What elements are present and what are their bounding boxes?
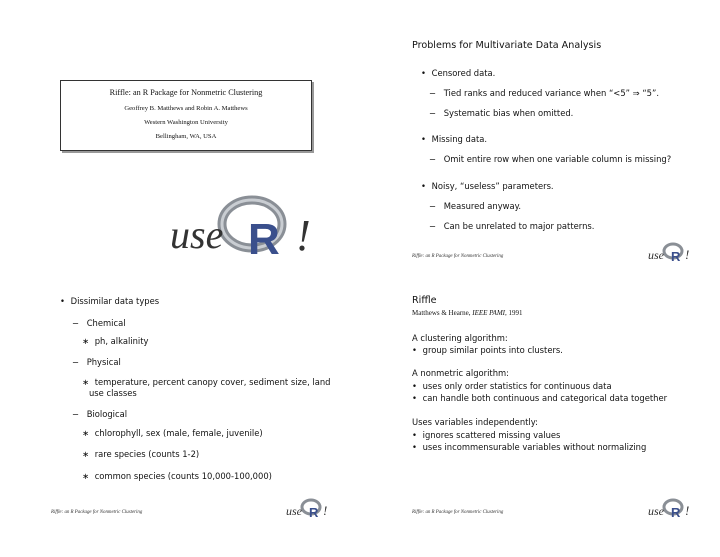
list-item bbox=[412, 430, 560, 440]
list-item-text: ignores scattered missing values bbox=[422, 430, 561, 440]
list-item-text: Tied ranks and reduced variance when “<5” ⇒ “5”. bbox=[443, 88, 659, 98]
bullet-glyph: • bbox=[412, 381, 417, 391]
talk-title: Riffle: an R Package for Nonmetric Clustering bbox=[109, 88, 263, 97]
list-item-text: group similar points into clusters. bbox=[422, 345, 563, 355]
list-subsubitem bbox=[82, 449, 199, 459]
list-item-text: can handle both continuous and categorical data together bbox=[422, 393, 668, 403]
logo-use-text: use bbox=[648, 248, 664, 262]
citation-year: , 1991 bbox=[505, 309, 523, 317]
bullet-glyph: • bbox=[412, 393, 417, 403]
list-subitem bbox=[429, 201, 521, 211]
bullet-glyph: • bbox=[421, 134, 426, 144]
list-subitem bbox=[72, 409, 127, 419]
list-item bbox=[421, 181, 554, 191]
list-item-text: common species (counts 10,000-100,000) bbox=[94, 471, 272, 481]
list-item-text: Physical bbox=[86, 357, 121, 367]
list-item bbox=[412, 345, 563, 355]
svg-text:!: ! bbox=[685, 503, 690, 518]
list-item bbox=[421, 68, 495, 78]
list-subitem bbox=[429, 221, 594, 231]
svg-text:R: R bbox=[671, 249, 681, 264]
slide-footer: Riffle: an R Package for Nonmetric Clustering bbox=[51, 510, 143, 515]
list-item-text: Chemical bbox=[86, 318, 126, 328]
talk-location: Bellingham, WA, USA bbox=[155, 133, 217, 140]
star-glyph: ∗ bbox=[82, 336, 90, 346]
paragraph-heading: A nonmetric algorithm: bbox=[412, 368, 510, 378]
star-glyph: ∗ bbox=[82, 428, 90, 438]
dash-glyph: − bbox=[429, 108, 437, 118]
dash-glyph: − bbox=[429, 221, 437, 231]
user-r-logo-icon bbox=[170, 188, 330, 263]
list-item bbox=[412, 442, 646, 452]
list-subitem bbox=[429, 108, 573, 118]
list-item-text: uses only order statistics for continuous data bbox=[422, 381, 612, 391]
list-item-text: Can be unrelated to major patterns. bbox=[443, 221, 595, 231]
star-glyph: ∗ bbox=[82, 449, 90, 459]
dash-glyph: − bbox=[429, 154, 437, 164]
list-item-text: Noisy, “useless” parameters. bbox=[431, 181, 554, 191]
citation bbox=[412, 309, 523, 317]
slide-heading: Riffle bbox=[412, 295, 437, 306]
bullet-glyph: • bbox=[60, 296, 65, 306]
bullet-glyph: • bbox=[412, 442, 417, 452]
list-item-continuation: use classes bbox=[89, 388, 137, 398]
user-r-logo-icon bbox=[648, 496, 692, 520]
list-item-text: temperature, percent canopy cover, sediment size, land bbox=[94, 377, 331, 387]
slide-footer: Riffle: an R Package for Nonmetric Clustering bbox=[412, 254, 504, 259]
list-item-text: Dissimilar data types bbox=[70, 296, 160, 306]
svg-text:!: ! bbox=[323, 503, 328, 518]
dash-glyph: − bbox=[72, 357, 80, 367]
dash-glyph: − bbox=[429, 201, 437, 211]
paragraph-heading: A clustering algorithm: bbox=[412, 333, 508, 343]
logo-use-text: use bbox=[648, 504, 664, 518]
list-subitem bbox=[429, 88, 659, 98]
bullet-glyph: • bbox=[421, 68, 426, 78]
list-item-text: Censored data. bbox=[431, 68, 496, 78]
paragraph-heading: Uses variables independently: bbox=[412, 417, 538, 427]
list-item bbox=[412, 381, 612, 391]
list-item-text: Measured anyway. bbox=[443, 201, 522, 211]
svg-text:R: R bbox=[309, 505, 319, 520]
list-item bbox=[412, 393, 667, 403]
list-item-text: Systematic bias when omitted. bbox=[443, 108, 574, 118]
list-item bbox=[421, 134, 487, 144]
dash-glyph: − bbox=[72, 409, 80, 419]
svg-text:R: R bbox=[248, 215, 280, 263]
list-subitem bbox=[72, 357, 121, 367]
slide-heading: Problems for Multivariate Data Analysis bbox=[412, 40, 602, 51]
talk-authors: Geoffrey B. Matthews and Robin A. Matthews bbox=[124, 105, 248, 112]
list-subsubitem bbox=[82, 336, 148, 346]
list-item-text: Missing data. bbox=[431, 134, 488, 144]
citation-journal: IEEE PAMI bbox=[472, 309, 505, 317]
list-item-text: Biological bbox=[86, 409, 128, 419]
user-r-logo-icon bbox=[648, 240, 692, 264]
user-r-logo-icon bbox=[286, 496, 330, 520]
list-item bbox=[60, 296, 159, 306]
citation-authors: Matthews & Hearne, bbox=[412, 309, 473, 317]
list-item-text: Omit entire row when one variable column is missing? bbox=[443, 154, 672, 164]
dash-glyph: − bbox=[72, 318, 80, 328]
list-subitem bbox=[429, 154, 671, 164]
svg-text:R: R bbox=[671, 505, 681, 520]
list-item-text: rare species (counts 1-2) bbox=[94, 449, 200, 459]
title-box bbox=[60, 80, 312, 151]
logo-use-text: use bbox=[170, 212, 224, 257]
bullet-glyph: • bbox=[412, 430, 417, 440]
list-subsubitem bbox=[82, 428, 263, 438]
list-subsubitem bbox=[82, 377, 331, 387]
logo-use-text: use bbox=[286, 504, 302, 518]
slide-footer: Riffle: an R Package for Nonmetric Clustering bbox=[412, 510, 504, 515]
star-glyph: ∗ bbox=[82, 471, 90, 481]
svg-text:!: ! bbox=[296, 211, 311, 260]
list-subitem bbox=[72, 318, 126, 328]
bullet-glyph: • bbox=[412, 345, 417, 355]
bullet-glyph: • bbox=[421, 181, 426, 191]
svg-text:!: ! bbox=[685, 247, 690, 262]
list-item-text: chlorophyll, sex (male, female, juvenile) bbox=[94, 428, 263, 438]
list-subsubitem bbox=[82, 471, 272, 481]
dash-glyph: − bbox=[429, 88, 437, 98]
list-item-text: uses incommensurable variables without normalizing bbox=[422, 442, 647, 452]
talk-institution: Western Washington University bbox=[144, 119, 228, 126]
star-glyph: ∗ bbox=[82, 377, 90, 387]
list-item-text: ph, alkalinity bbox=[94, 336, 149, 346]
